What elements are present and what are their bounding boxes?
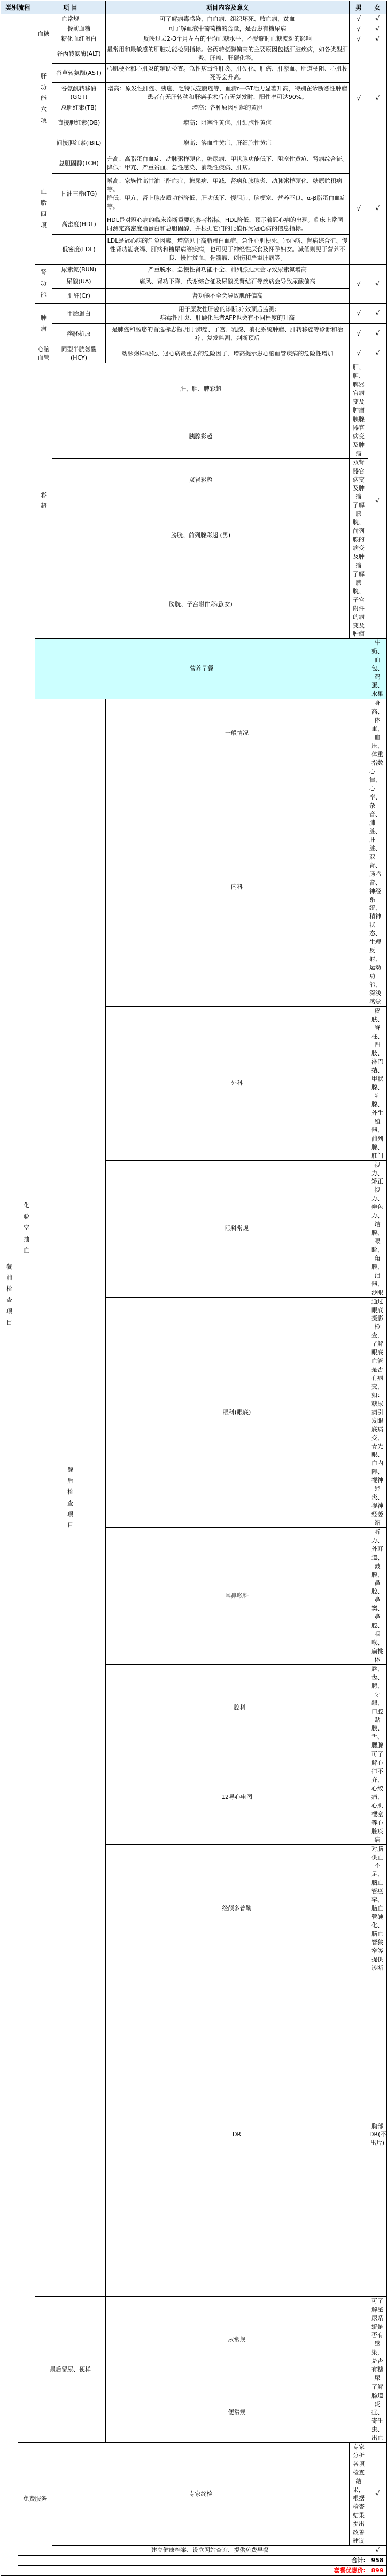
desc-alt: 最常用和最敏感的肝脏功能检测指标。谷丙转氨酶偏高的主要原因包括肝脏疾病，如各类型肝炎、肝癌、肝硬化等。 xyxy=(106,44,350,64)
desc-tb: 增高：各种原因引起的黄胆 xyxy=(106,103,350,113)
female-check: √ xyxy=(368,34,387,44)
item-ecg: 12导心电图 xyxy=(106,1750,368,1844)
desc-us2: 胰腺器官病变及肿瘤 xyxy=(350,415,368,459)
desc-us4: 了解膀胱、前列腺的病变及肿瘤 xyxy=(350,501,368,570)
table-row xyxy=(1,64,387,83)
male-check: √ xyxy=(368,2443,387,2546)
item-breakfast: 营养早餐 xyxy=(35,639,368,699)
item-ast: 谷草转氨酶(AST) xyxy=(52,64,106,83)
table-row xyxy=(1,570,387,639)
header-female: 女 xyxy=(368,1,387,14)
item-tb: 总胆红素(TB) xyxy=(52,103,106,113)
item-hdl: 高密度(HDL) xyxy=(52,214,106,235)
female-check: √ xyxy=(368,304,387,324)
table-row xyxy=(1,113,387,133)
item-tg: 甘油三酯(TG) xyxy=(52,174,106,214)
table-row xyxy=(1,2443,387,2546)
table-row xyxy=(1,214,387,235)
total-row xyxy=(1,2556,387,2566)
category-pre-meal: 餐前检查项目 xyxy=(1,14,18,2576)
item-eye1: 眼科常规 xyxy=(106,1160,368,1297)
table-row xyxy=(1,44,387,64)
desc-cea: 是肺癌和肠癌的首选标志物,用于肺癌、子宫、乳腺、消化系统肿瘤、肝转移癌等诊断和治疗、复发监测、判断预后 xyxy=(106,324,350,344)
item-bun: 尿素氮(BUN) xyxy=(52,265,106,275)
desc-bun: 严重脱水、急慢性肾功能不全、前列腺肥大会导致尿素氮增高 xyxy=(106,265,350,275)
item-eye2: 眼科(眼底) xyxy=(106,1297,368,1527)
desc-ast: 心肌梗死和心肌炎的辅助检查。急性病毒性肝炎、肝硬化、肝癌、肝淤血、胆道梗阻、心肌梗死等会升高。 xyxy=(106,64,350,83)
category-ultrasound: 彩超 xyxy=(35,363,52,639)
table-row xyxy=(1,133,387,153)
desc-exp: 专家分析各项检查结果，根据检查结果提出改善建议 xyxy=(350,2443,368,2546)
item-us4: 膀胱、前列腺彩超 (男) xyxy=(52,501,350,570)
table-row xyxy=(1,2297,387,2383)
table-row xyxy=(1,265,387,275)
item-hba1c: 糖化血红蛋白 xyxy=(52,34,106,44)
sub-lipid: 血脂四项 xyxy=(35,153,52,265)
item-hcy: 同型半胱氨酸(HCY) xyxy=(52,344,106,363)
table-row xyxy=(1,103,387,113)
item-drx: 胸部DR(不出片) xyxy=(368,1973,387,2297)
table-row xyxy=(1,415,387,459)
item-gen: 一般情况 xyxy=(106,699,368,767)
desc-ecg: 可了解心律不齐、心绞痛、心肌梗塞等心脏疾病 xyxy=(368,1750,387,1844)
item-cr: 肌酐(Cr) xyxy=(52,289,106,304)
item-tcd: 经颅多普勒 xyxy=(106,1844,368,1973)
sub-liver: 肝功能六项 xyxy=(35,44,52,153)
desc-us5: 了解膀胱、子宫附件的病变及肿瘤 xyxy=(350,570,368,639)
desc-im: 心律、心率、杂音、肺脏、肝脏、双肾、肠鸣音、神经系统、精神状态、生理反射、运动功能、深浅感觉 xyxy=(368,767,387,1006)
item-afp: 甲胎蛋白 xyxy=(52,304,106,324)
item-ua: 尿酸(UA) xyxy=(52,275,106,289)
desc-us3: 双肾器官病变及肿瘤 xyxy=(350,458,368,501)
male-check: √ xyxy=(350,265,368,304)
sub-glucose: 血糖 xyxy=(35,24,52,44)
female-check: √ xyxy=(368,344,387,363)
male-check: √ xyxy=(350,24,368,34)
table-row xyxy=(1,153,387,174)
male-check: √ xyxy=(350,153,368,265)
item-cbc: 血常规 xyxy=(35,14,106,24)
item-alt: 谷丙转氨酶(ALT) xyxy=(52,44,106,64)
table-row xyxy=(1,2546,387,2556)
item-us3: 双肾彩超 xyxy=(52,458,350,501)
table-row xyxy=(1,275,387,289)
desc-tcd: 对脑供血不足、脑血管痉挛、脑血管硬化、脑血管狭窄等提供诊断 xyxy=(368,1844,387,1973)
desc-hcy: 动脉粥样硬化、冠心病最重要的危险因子、增高提示患心脑血管疾病的危险性增加 xyxy=(106,344,350,363)
table-row xyxy=(1,289,387,304)
sub-tumor: 肿瘤 xyxy=(35,304,52,344)
desc-cr: 肾功能不全会导致肌酐偏高 xyxy=(106,289,350,304)
item-fpg: 餐前血糖 xyxy=(52,24,106,34)
item-ur: 尿常规 xyxy=(106,2297,368,2383)
item-cea: 癌胚抗原 xyxy=(52,324,106,344)
female-check: √ xyxy=(368,14,387,24)
sub-kidney: 肾功能 xyxy=(35,265,52,304)
desc-eye2: 通过眼底摄影检查，了解眼底血管是否有病变， 如：糖尿病引发眼底病变、青光眼、白内障、视神经炎、视神经萎缩 xyxy=(368,1297,387,1527)
desc-hdl: HDL是对冠心病的临床诊断重要的参考指标。HDL降低，预示着冠心病的出现。临床上常同时测定高密度脂蛋白和总胆固醇，并根据它们的比值作为冠心病的信息指标。 xyxy=(106,214,350,235)
table-row xyxy=(1,174,387,214)
male-check: √ xyxy=(350,344,368,363)
table-row xyxy=(1,344,387,363)
male-check: √ xyxy=(350,44,368,153)
male-check: √ xyxy=(368,363,387,639)
desc-ua: 痛风、肾功下降、代谢综合征及尿酸类肾结石等疾病会导致尿酸偏高 xyxy=(106,275,350,289)
desc-st: 了解肠道炎症、寄生虫、出血 xyxy=(368,2383,387,2443)
desc-ur: 可了解泌尿系统是否有感染，是否有糖尿 xyxy=(368,2297,387,2383)
table-row xyxy=(1,83,387,103)
female-check: √ xyxy=(368,324,387,344)
table-row xyxy=(1,24,387,34)
table-row xyxy=(1,304,387,324)
male-check: √ xyxy=(350,304,368,324)
item-ent: 耳鼻喉科 xyxy=(106,1527,368,1664)
item-us1: 肝、胆、脾彩超 xyxy=(52,363,350,415)
category-dr: DR xyxy=(106,1973,368,2297)
category-free-services: 免费服务 xyxy=(18,2443,52,2556)
header-flow: 类别流程 xyxy=(1,1,35,14)
item-us5: 膀胱、子宫附件彩超(女) xyxy=(52,570,350,639)
female-check: √ xyxy=(368,153,387,265)
desc-ent: 听力、外耳道、鼓膜、鼻腔、鼻窦、鼻腔、咽喉、扁桃体 xyxy=(368,1527,387,1664)
table-row xyxy=(1,34,387,44)
item-ldl: 低密度(LDL) xyxy=(52,235,106,265)
header-content: 项目内容及意义 xyxy=(106,1,350,14)
desc-cbc: 可了解病毒感染、白血病、组织坏死、败血病、贫血 xyxy=(106,14,350,24)
table-row xyxy=(1,699,387,767)
item-st: 便常规 xyxy=(106,2383,368,2443)
male-check: √ xyxy=(350,14,368,24)
desc-tg: 增高：家族性高甘油三酯血症，糖尿病、甲减、肾病和胰腺炎、动脉粥样硬化、糖原贮积病等。 降低：甲亢、肾上腺皮质功能降低、肝功低下、慢阻肺、脑梗塞、营养不良、α-β脂蛋白血症等。 xyxy=(106,174,350,214)
header-item: 项 目 xyxy=(35,1,106,14)
header-row xyxy=(1,1,387,14)
total-male: 958 xyxy=(368,2556,387,2566)
table-row-breakfast xyxy=(1,639,387,699)
desc-db: 增高：阻塞性黄疸、肝细胞性黄疸 xyxy=(106,113,350,133)
item-ibil: 间接胆红素(IBIL) xyxy=(52,133,106,153)
table-row xyxy=(1,324,387,344)
desc-ggt: 增高：原发性肝癌、胰癌、乏特氏壶腹癌等，血清r—GT活力显著升高，特别在诊断恶性肿瘤患者有无肝转移和肝癌手术后有无复发时，阳性率可达90%。 xyxy=(106,83,350,103)
total-label: 合计: xyxy=(18,2556,368,2566)
desc-oral: 唇、齿、腭、牙龈、口腔黏膜、舌、腮腺 xyxy=(368,1664,387,1750)
item-ggt: 谷氨酰转移酶(GGT) xyxy=(52,83,106,103)
desc-afp: 用于原发性肝癌的诊断,疗效预后监测; 病毒性肝炎、肝硬化患者AFP也会有不同程度的升高 xyxy=(106,304,350,324)
male-check: √ xyxy=(350,34,368,44)
checkup-package-table xyxy=(1,1,387,2576)
item-surg: 外科 xyxy=(106,1006,368,1160)
female-check: √ xyxy=(368,265,387,304)
desc-fpg: 可了解血液中葡萄糖的含量，是否患有糖尿病 xyxy=(106,24,350,34)
desc-rec: 建立健康档案、设立网站查询、提供免费早餐 xyxy=(52,2546,368,2556)
male-check: √ xyxy=(350,324,368,344)
item-oral: 口腔科 xyxy=(106,1664,368,1750)
table-row xyxy=(1,363,387,415)
category-urine-stool: 最后留尿、便样 xyxy=(35,2297,106,2443)
item-us2: 胰腺彩超 xyxy=(52,415,350,459)
desc-us1: 肝、胆、脾器官病变及肿瘤 xyxy=(350,363,368,415)
table-row xyxy=(1,501,387,570)
desc-ibil: 增高：溶血性黄疸、肝细胞性黄疸 xyxy=(106,133,350,153)
item-exp: 专家终检 xyxy=(52,2443,350,2546)
discount-row xyxy=(1,2566,387,2576)
male-check: √ xyxy=(368,2546,387,2556)
table-row xyxy=(1,235,387,265)
header-male: 男 xyxy=(350,1,368,14)
desc-ldl: LDL是冠心病的危险因素。增高见于高脂蛋白血症、急性心肌梗死、冠心病、肾病综合征、慢性肾功能衰竭、肝病和糖尿病等疾病，也可见于神经性厌食及怀孕妇女。减低则见于营养不良、慢性贫血、骨髓瘤、创伤和严重肝病等。 xyxy=(106,235,350,265)
category-lab: 化验室抽血 xyxy=(18,14,35,2443)
table-row xyxy=(1,14,387,24)
desc-surg: 皮肤、脊柱、四肢、淋巴结、甲状腺、乳腺、外生殖器、前列腺、肛门 xyxy=(368,1006,387,1160)
desc-hba1c: 反映过去2-3个月左右的平均血糖水平，不受临时血糖波动的影响 xyxy=(106,34,350,44)
desc-breakfast: 牛奶、面包、鸡蛋、水果 xyxy=(368,639,387,699)
category-post-meal: 餐后检查项目 xyxy=(35,699,106,2296)
discount-male: 899 xyxy=(368,2566,387,2576)
item-db: 直接胆红素(DB) xyxy=(52,113,106,133)
item-tch: 总胆固醇(TCH) xyxy=(52,153,106,174)
desc-gen: 身高、体重、血压、体重指数 xyxy=(368,699,387,767)
female-check: √ xyxy=(368,24,387,34)
sub-cardio: 心脑血管 xyxy=(35,344,52,363)
discount-label: 套餐优惠价: xyxy=(18,2566,368,2576)
table-row xyxy=(1,458,387,501)
female-check: √ xyxy=(368,44,387,153)
desc-tch: 升高：高脂蛋白血症、动脉粥样硬化、糖尿病、甲状腺功能低下、阻塞性黄疸、肾病综合征。降低：甲亢、严重贫血、急性感染、消耗性疾病、肝病。 xyxy=(106,153,350,174)
desc-eye1: 视力、矫正视力、辨色力、结膜、眼睑、角膜、泪器、沙眼 xyxy=(368,1160,387,1297)
item-im: 内科 xyxy=(106,767,368,1006)
